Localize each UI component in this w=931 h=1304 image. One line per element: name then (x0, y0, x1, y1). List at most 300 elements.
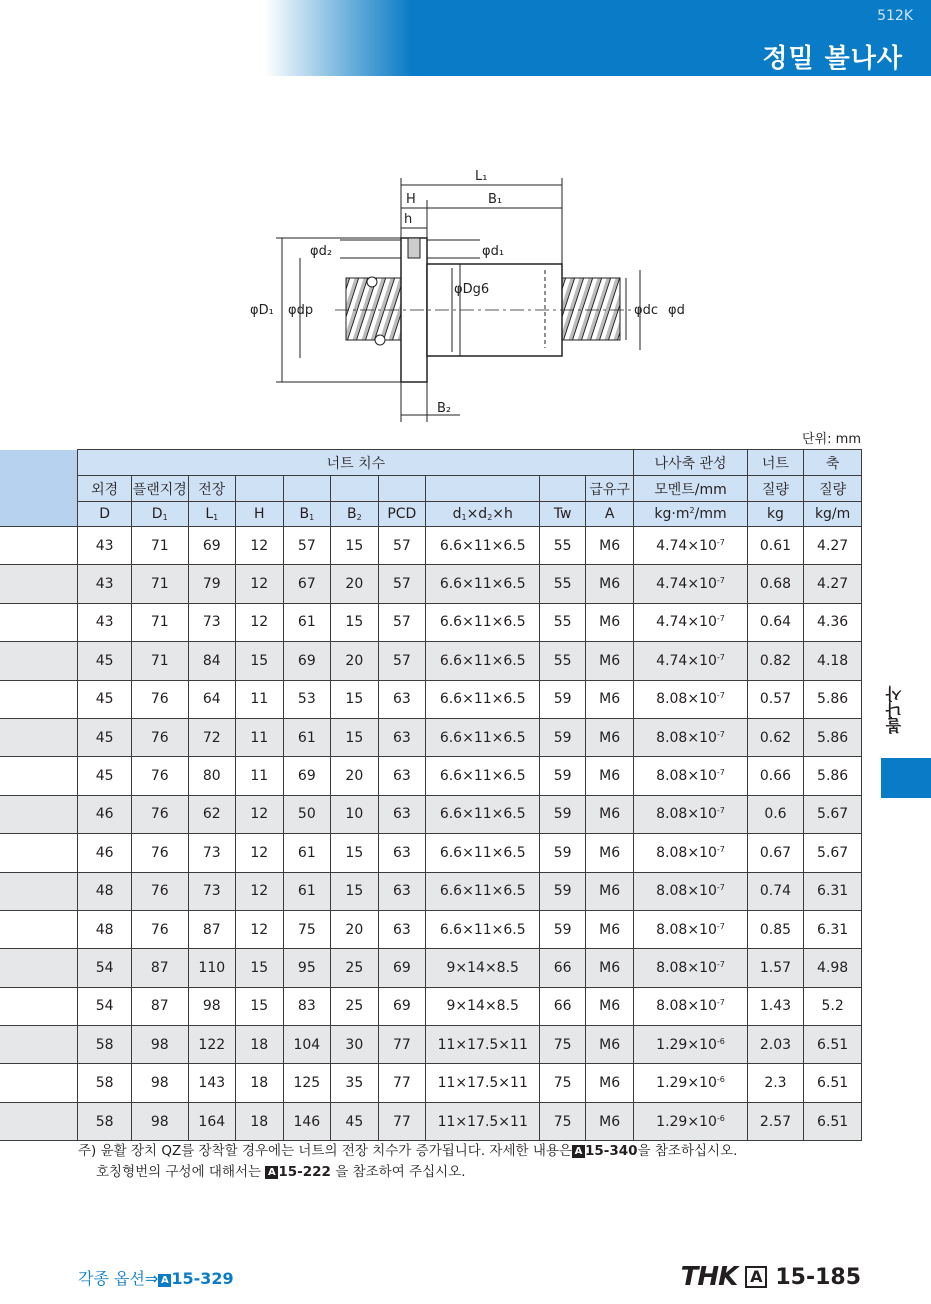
table-cell: 59 (540, 834, 586, 872)
table-cell: 11×17.5×11 (426, 1064, 540, 1102)
table-cell: 6.6×11×6.5 (426, 795, 540, 833)
table-cell: 64 (188, 680, 236, 718)
table-cell: 69 (283, 642, 331, 680)
table-row (0, 1026, 862, 1064)
table-cell: 5.67 (804, 795, 862, 833)
table-cell: M6 (585, 680, 634, 718)
table-cell: 15 (331, 872, 379, 910)
dim-h: H (406, 192, 416, 207)
table-cell: 0.68 (747, 565, 804, 603)
table-cell: 20 (331, 757, 379, 795)
dim-dg6: φDg6 (454, 282, 490, 297)
dim-d1-outer: φD₁ (250, 303, 274, 318)
model-cell (0, 872, 78, 910)
table-cell: 77 (378, 1026, 426, 1064)
model-cell (0, 987, 78, 1025)
table-cell: M6 (585, 1026, 634, 1064)
table-row (0, 527, 862, 565)
table-row (0, 949, 862, 987)
page-a-icon: A (745, 1266, 767, 1288)
table-cell: 58 (78, 1064, 132, 1102)
col-top-10: 모멘트/mm (634, 476, 747, 502)
inertia-cell: $8.08\times 10^{-7}$ (634, 795, 747, 833)
table-cell: 54 (78, 987, 132, 1025)
table-cell: 20 (331, 910, 379, 948)
table-cell: 11×17.5×11 (426, 1102, 540, 1140)
inertia-header: 나사축 관성 (634, 450, 747, 476)
table-cell: 63 (378, 834, 426, 872)
model-cell (0, 1102, 78, 1140)
table-cell: M6 (585, 795, 634, 833)
table-cell: 11 (236, 680, 284, 718)
table-cell: 58 (78, 1102, 132, 1140)
table-cell: 63 (378, 872, 426, 910)
table-cell: 6.31 (804, 910, 862, 948)
inertia-cell: $1.29\times 10^{-6}$ (634, 1102, 747, 1140)
table-cell: 63 (378, 718, 426, 756)
table-cell: 6.51 (804, 1102, 862, 1140)
table-cell: 15 (331, 834, 379, 872)
ref-a-icon: A (572, 1145, 585, 1158)
table-cell: 67 (283, 565, 331, 603)
col-top-7 (426, 476, 540, 502)
dim-d2: φd₂ (310, 244, 333, 259)
col-d1: $D_1$ (131, 502, 188, 527)
table-cell: 98 (131, 1102, 188, 1140)
table-cell: 0.64 (747, 603, 804, 641)
table-cell: 58 (78, 1026, 132, 1064)
table-row (0, 565, 862, 603)
table-cell: 35 (331, 1064, 379, 1102)
nut-mass-header: 너트 (747, 450, 804, 476)
inertia-cell: $8.08\times 10^{-7}$ (634, 949, 747, 987)
table-cell: 63 (378, 757, 426, 795)
table-cell: 11 (236, 718, 284, 756)
page-footer (681, 1262, 861, 1292)
table-cell: 15 (236, 949, 284, 987)
table-cell: 6.6×11×6.5 (426, 757, 540, 795)
inertia-cell: $8.08\times 10^{-7}$ (634, 872, 747, 910)
col-d: D (78, 502, 132, 527)
ref-a-icon: A (265, 1166, 278, 1179)
col-top-8 (540, 476, 586, 502)
table-cell: 98 (131, 1026, 188, 1064)
table-cell: 55 (540, 527, 586, 565)
table-cell: 11×17.5×11 (426, 1026, 540, 1064)
ball-screw-drawing (240, 160, 710, 430)
table-row (0, 1064, 862, 1102)
table-cell: 43 (78, 565, 132, 603)
table-cell: 59 (540, 872, 586, 910)
col-b2: $B_2$ (331, 502, 379, 527)
table-cell: 61 (283, 872, 331, 910)
table-cell: 73 (188, 872, 236, 910)
col-inertia-unit: $kg\cdot m^2/mm$ (634, 502, 747, 527)
inertia-cell: $1.29\times 10^{-6}$ (634, 1064, 747, 1102)
table-cell: 75 (540, 1064, 586, 1102)
table-cell: 62 (188, 795, 236, 833)
table-cell: 76 (131, 834, 188, 872)
table-cell: 59 (540, 910, 586, 948)
spec-table-body (0, 527, 862, 1141)
table-cell: 71 (131, 527, 188, 565)
table-cell: 45 (78, 642, 132, 680)
table-cell: 6.6×11×6.5 (426, 603, 540, 641)
col-top-6 (378, 476, 426, 502)
table-cell: 6.6×11×6.5 (426, 872, 540, 910)
col-hole: $d_1\times d_2\times h$ (426, 502, 540, 527)
table-row (0, 987, 862, 1025)
table-cell: M6 (585, 757, 634, 795)
table-cell: 5.86 (804, 757, 862, 795)
col-top-11: 질량 (747, 476, 804, 502)
table-row (0, 603, 862, 641)
table-cell: 79 (188, 565, 236, 603)
table-cell: 6.6×11×6.5 (426, 834, 540, 872)
table-cell: 0.67 (747, 834, 804, 872)
table-cell: 18 (236, 1064, 284, 1102)
table-cell: 57 (378, 565, 426, 603)
table-cell: 43 (78, 527, 132, 565)
table-cell: 71 (131, 565, 188, 603)
table-cell: 104 (283, 1026, 331, 1064)
inertia-cell: $4.74\times 10^{-7}$ (634, 527, 747, 565)
table-cell: 2.57 (747, 1102, 804, 1140)
table-cell: 6.31 (804, 872, 862, 910)
inertia-cell: $8.08\times 10^{-7}$ (634, 718, 747, 756)
col-b1: $B_1$ (283, 502, 331, 527)
dim-d: φd (668, 303, 685, 318)
table-cell: 57 (378, 642, 426, 680)
table-cell: 1.43 (747, 987, 804, 1025)
table-cell: 15 (236, 987, 284, 1025)
table-cell: 72 (188, 718, 236, 756)
table-cell: 46 (78, 795, 132, 833)
table-cell: 12 (236, 910, 284, 948)
table-cell: M6 (585, 527, 634, 565)
table-cell: 122 (188, 1026, 236, 1064)
table-cell: 63 (378, 795, 426, 833)
table-cell: M6 (585, 603, 634, 641)
table-cell: 15 (331, 527, 379, 565)
model-cell (0, 680, 78, 718)
table-cell: 53 (283, 680, 331, 718)
table-cell: 66 (540, 987, 586, 1025)
inertia-cell: $1.29\times 10^{-6}$ (634, 1026, 747, 1064)
table-cell: 1.57 (747, 949, 804, 987)
table-cell: 20 (331, 642, 379, 680)
note-line-1: 주) 윤활 장치 QZ를 장착할 경우에는 너트의 전장 치수가 증가됩니다. 자세한 내용은 A 15-340을 참조하십시오. (78, 1143, 738, 1159)
table-cell: 48 (78, 872, 132, 910)
col-l1: $L_1$ (188, 502, 236, 527)
table-cell: 76 (131, 757, 188, 795)
inertia-cell: $8.08\times 10^{-7}$ (634, 757, 747, 795)
col-top-5 (331, 476, 379, 502)
table-cell: 84 (188, 642, 236, 680)
table-cell: 0.57 (747, 680, 804, 718)
col-h: H (236, 502, 284, 527)
dim-l1: L₁ (475, 169, 488, 184)
table-cell: 0.66 (747, 757, 804, 795)
table-cell: 4.18 (804, 642, 862, 680)
table-cell: 50 (283, 795, 331, 833)
col-pcd: PCD (378, 502, 426, 527)
col-nut-kg: kg (747, 502, 804, 527)
note-ref-2[interactable]: 15-222 (278, 1164, 331, 1180)
table-cell: 4.27 (804, 565, 862, 603)
col-shaft-kgm: kg/m (804, 502, 862, 527)
table-cell: M6 (585, 565, 634, 603)
table-cell: 57 (378, 603, 426, 641)
table-cell: M6 (585, 642, 634, 680)
model-cell (0, 757, 78, 795)
model-cell (0, 795, 78, 833)
dim-dp: φdp (288, 303, 314, 318)
model-cell (0, 910, 78, 948)
table-cell: M6 (585, 718, 634, 756)
table-cell: 9×14×8.5 (426, 987, 540, 1025)
table-cell: 98 (131, 1064, 188, 1102)
table-cell: 55 (540, 565, 586, 603)
inertia-cell: $8.08\times 10^{-7}$ (634, 834, 747, 872)
table-cell: 6.6×11×6.5 (426, 718, 540, 756)
table-cell: M6 (585, 872, 634, 910)
table-cell: 66 (540, 949, 586, 987)
shaft-mass-header: 축 (804, 450, 862, 476)
table-cell: 9×14×8.5 (426, 949, 540, 987)
col-top-1: 플랜지경 (131, 476, 188, 502)
note-line-2: 호칭형번의 구성에 대해서는 A 15-222 을 참조하여 주십시오. (96, 1164, 466, 1180)
page-title: 정밀 볼나사 (762, 44, 903, 74)
table-cell: 5.86 (804, 718, 862, 756)
table-cell: 4.27 (804, 527, 862, 565)
table-cell: 5.2 (804, 987, 862, 1025)
table-cell: 98 (188, 987, 236, 1025)
table-cell: 45 (331, 1102, 379, 1140)
col-a: A (585, 502, 634, 527)
dim-small-h: h (404, 212, 413, 227)
table-cell: 10 (331, 795, 379, 833)
table-cell: 48 (78, 910, 132, 948)
table-cell: M6 (585, 1102, 634, 1140)
model-cell (0, 718, 78, 756)
table-cell: 0.85 (747, 910, 804, 948)
table-cell: 110 (188, 949, 236, 987)
dim-b1: B₁ (488, 192, 503, 207)
table-cell: 75 (540, 1026, 586, 1064)
catalog-code: 512K (877, 8, 913, 24)
table-cell: 69 (283, 757, 331, 795)
table-cell: M6 (585, 987, 634, 1025)
table-row (0, 642, 862, 680)
ref-a-icon: A (158, 1274, 171, 1287)
table-cell: 18 (236, 1026, 284, 1064)
table-cell: 71 (131, 603, 188, 641)
table-cell: 57 (378, 527, 426, 565)
model-cell (0, 834, 78, 872)
table-cell: 6.6×11×6.5 (426, 565, 540, 603)
table-cell: 61 (283, 718, 331, 756)
table-cell: 95 (283, 949, 331, 987)
table-cell: 76 (131, 795, 188, 833)
table-cell: 12 (236, 565, 284, 603)
header-band (265, 0, 931, 76)
note-ref-1[interactable]: 15-340 (584, 1143, 638, 1159)
table-cell: 6.6×11×6.5 (426, 527, 540, 565)
table-cell: 2.3 (747, 1064, 804, 1102)
table-cell: 164 (188, 1102, 236, 1140)
table-cell: 0.62 (747, 718, 804, 756)
col-top-12: 질량 (804, 476, 862, 502)
table-cell: 5.67 (804, 834, 862, 872)
inertia-cell: $8.08\times 10^{-7}$ (634, 680, 747, 718)
table-cell: 6.51 (804, 1026, 862, 1064)
table-row (0, 795, 862, 833)
table-cell: 71 (131, 642, 188, 680)
table-cell: 73 (188, 603, 236, 641)
table-cell: M6 (585, 910, 634, 948)
table-row (0, 718, 862, 756)
model-cell (0, 949, 78, 987)
table-cell: 125 (283, 1064, 331, 1102)
table-cell: 0.61 (747, 527, 804, 565)
table-cell: 25 (331, 987, 379, 1025)
table-cell: 0.82 (747, 642, 804, 680)
brand-logo: THK (680, 1262, 738, 1292)
table-cell: 45 (78, 680, 132, 718)
inertia-cell: $4.74\times 10^{-7}$ (634, 603, 747, 641)
table-cell: 59 (540, 795, 586, 833)
table-cell: 6.6×11×6.5 (426, 680, 540, 718)
table-cell: 63 (378, 910, 426, 948)
table-cell: 59 (540, 718, 586, 756)
table-cell: 6.6×11×6.5 (426, 910, 540, 948)
table-cell: 15 (331, 680, 379, 718)
table-cell: 61 (283, 834, 331, 872)
table-cell: M6 (585, 949, 634, 987)
col-tw: Tw (540, 502, 586, 527)
table-cell: 20 (331, 565, 379, 603)
table-cell: 80 (188, 757, 236, 795)
table-cell: 12 (236, 872, 284, 910)
inertia-cell: $4.74\times 10^{-7}$ (634, 565, 747, 603)
table-cell: 75 (283, 910, 331, 948)
table-cell: 12 (236, 603, 284, 641)
table-cell: 15 (331, 718, 379, 756)
spec-table (0, 449, 862, 1141)
model-cell (0, 642, 78, 680)
col-top-2: 전장 (188, 476, 236, 502)
dim-dc: φdc (634, 303, 658, 318)
table-cell: 18 (236, 1102, 284, 1140)
col-top-0: 외경 (78, 476, 132, 502)
unit-label: 단위: mm (802, 432, 861, 447)
table-cell: 0.74 (747, 872, 804, 910)
table-cell: 4.98 (804, 949, 862, 987)
table-row (0, 757, 862, 795)
model-cell (0, 565, 78, 603)
model-cell (0, 527, 78, 565)
table-cell: 6.6×11×6.5 (426, 642, 540, 680)
table-cell: 146 (283, 1102, 331, 1140)
col-top-9: 급유구 (585, 476, 634, 502)
table-cell: 15 (236, 642, 284, 680)
inertia-cell: $8.08\times 10^{-7}$ (634, 910, 747, 948)
table-cell: 6.51 (804, 1064, 862, 1102)
table-cell: 76 (131, 680, 188, 718)
table-cell: 54 (78, 949, 132, 987)
table-cell: 2.03 (747, 1026, 804, 1064)
table-cell: 87 (188, 910, 236, 948)
table-row (0, 910, 862, 948)
model-cell (0, 1026, 78, 1064)
table-cell: 69 (188, 527, 236, 565)
table-cell: 63 (378, 680, 426, 718)
table-cell: 76 (131, 910, 188, 948)
table-cell: 59 (540, 757, 586, 795)
col-top-4 (283, 476, 331, 502)
table-row (0, 680, 862, 718)
table-cell: 87 (131, 987, 188, 1025)
table-cell: 61 (283, 603, 331, 641)
table-cell: 59 (540, 680, 586, 718)
table-cell: 76 (131, 872, 188, 910)
dim-d1: φd₁ (482, 244, 505, 259)
table-cell: 87 (131, 949, 188, 987)
table-cell: 12 (236, 795, 284, 833)
table-cell: M6 (585, 834, 634, 872)
table-cell: 0.6 (747, 795, 804, 833)
table-cell: 12 (236, 834, 284, 872)
table-cell: 4.36 (804, 603, 862, 641)
col-top-3 (236, 476, 284, 502)
table-cell: 55 (540, 642, 586, 680)
table-cell: 69 (378, 987, 426, 1025)
model-cell (0, 1064, 78, 1102)
table-cell: 77 (378, 1064, 426, 1102)
table-row (0, 872, 862, 910)
table-cell: 25 (331, 949, 379, 987)
table-row (0, 1102, 862, 1140)
table-cell: 75 (540, 1102, 586, 1140)
options-link[interactable]: 각종 옵션⇒ A 15-329 (78, 1269, 234, 1288)
table-cell: 45 (78, 718, 132, 756)
table-cell: M6 (585, 1064, 634, 1102)
table-cell: 143 (188, 1064, 236, 1102)
table-cell: 76 (131, 718, 188, 756)
table-cell: 43 (78, 603, 132, 641)
table-cell: 11 (236, 757, 284, 795)
table-cell: 55 (540, 603, 586, 641)
dim-b2: B₂ (437, 401, 452, 416)
page-number: 15-185 (775, 1264, 861, 1290)
table-cell: 45 (78, 757, 132, 795)
table-cell: 30 (331, 1026, 379, 1064)
side-section-tab[interactable] (881, 758, 931, 798)
table-cell: 5.86 (804, 680, 862, 718)
table-cell: 46 (78, 834, 132, 872)
model-header-blank (0, 450, 78, 527)
side-section-label: 볼나사 (885, 686, 904, 734)
table-cell: 12 (236, 527, 284, 565)
footnotes (78, 1141, 737, 1183)
table-cell: 73 (188, 834, 236, 872)
inertia-cell: $8.08\times 10^{-7}$ (634, 987, 747, 1025)
nut-dim-header: 너트 치수 (78, 450, 634, 476)
inertia-cell: $4.74\times 10^{-7}$ (634, 642, 747, 680)
table-cell: 57 (283, 527, 331, 565)
table-cell: 77 (378, 1102, 426, 1140)
